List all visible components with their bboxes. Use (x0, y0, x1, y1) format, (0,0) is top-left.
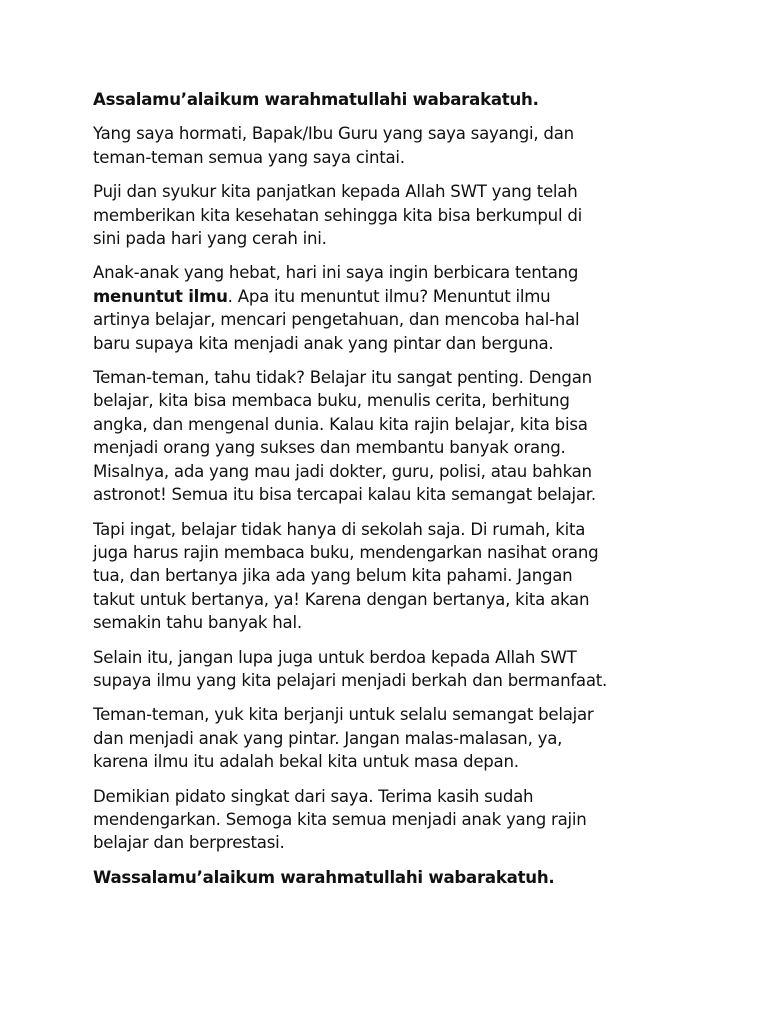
text-line: menjadi orang yang sukses dan membantu banyak orang. (93, 438, 566, 458)
text-line: tua, dan bertanya jika ada yang belum kita pahami. Jangan (93, 566, 573, 586)
text-line: karena ilmu itu adalah bekal kita untuk masa depan. (93, 752, 519, 772)
text-line: Demikian pidato singkat dari saya. Terima kasih sudah (93, 786, 534, 806)
text-line: Puji dan syukur kita panjatkan kepada Allah SWT yang telah (93, 182, 578, 202)
text-line: takut untuk bertanya, ya! Karena dengan bertanya, kita akan (93, 589, 590, 609)
text-line: Anak-anak yang hebat, hari ini saya ingin berbicara tentang (93, 263, 579, 283)
text-line: Misalnya, ada yang mau jadi dokter, guru, polisi, atau bahkan (93, 461, 592, 481)
paragraph-promise (93, 703, 693, 773)
text-line: artinya belajar, mencari pengetahuan, dan mencoba hal-hal (93, 310, 580, 330)
paragraph-gratitude (93, 180, 693, 250)
text-line (93, 285, 693, 308)
paragraph-closing-remarks (93, 785, 693, 855)
text-line: sini pada hari yang cerah ini. (93, 229, 327, 249)
text-line: Teman-teman, yuk kita berjanji untuk selalu semangat belajar (93, 705, 594, 725)
opening-greeting (93, 88, 693, 111)
paragraph-salutation (93, 122, 693, 169)
paragraph-home-learning (93, 518, 693, 635)
text-line: mendengarkan. Semoga kita semua menjadi anak yang rajin (93, 809, 587, 829)
text-line: baru supaya kita menjadi anak yang pintar dan berguna. (93, 333, 554, 353)
paragraph-topic (93, 261, 693, 355)
text-line: Teman-teman, tahu tidak? Belajar itu sangat penting. Dengan (93, 368, 592, 388)
closing-greeting (93, 866, 693, 889)
paragraph-importance (93, 366, 693, 506)
text-fragment: . Apa itu menuntut ilmu? Menuntut ilmu (227, 286, 551, 306)
text-line: angka, dan mengenal dunia. Kalau kita rajin belajar, kita bisa (93, 414, 588, 434)
text-line: Tapi ingat, belajar tidak hanya di sekolah saja. Di rumah, kita (93, 519, 586, 539)
text-line: supaya ilmu yang kita pelajari menjadi berkah dan bermanfaat. (93, 670, 608, 690)
text-line: memberikan kita kesehatan sehingga kita bisa berkumpul di (93, 205, 582, 225)
paragraph-prayer (93, 646, 693, 693)
text-line: juga harus rajin membaca buku, mendengarkan nasihat orang (93, 542, 599, 562)
text-line: Selain itu, jangan lupa juga untuk berdoa kepada Allah SWT (93, 647, 577, 667)
text-line: belajar dan berprestasi. (93, 833, 285, 853)
text-line: semakin tahu banyak hal. (93, 613, 302, 633)
closing-line: Wassalamu’alaikum warahmatullahi wabarakatuh. (93, 867, 555, 887)
topic-highlight: menuntut ilmu (93, 286, 228, 306)
text-line: astronot! Semua itu bisa tercapai kalau kita semangat belajar. (93, 485, 596, 505)
speech-document (93, 88, 693, 900)
text-line: dan menjadi anak yang pintar. Jangan malas-malasan, ya, (93, 728, 563, 748)
text-line: belajar, kita bisa membaca buku, menulis cerita, berhitung (93, 391, 570, 411)
opening-line: Assalamu’alaikum warahmatullahi wabarakatuh. (93, 90, 539, 109)
text-line: Yang saya hormati, Bapak/Ibu Guru yang saya sayangi, dan (93, 124, 574, 144)
text-line: teman-teman semua yang saya cintai. (93, 147, 405, 167)
